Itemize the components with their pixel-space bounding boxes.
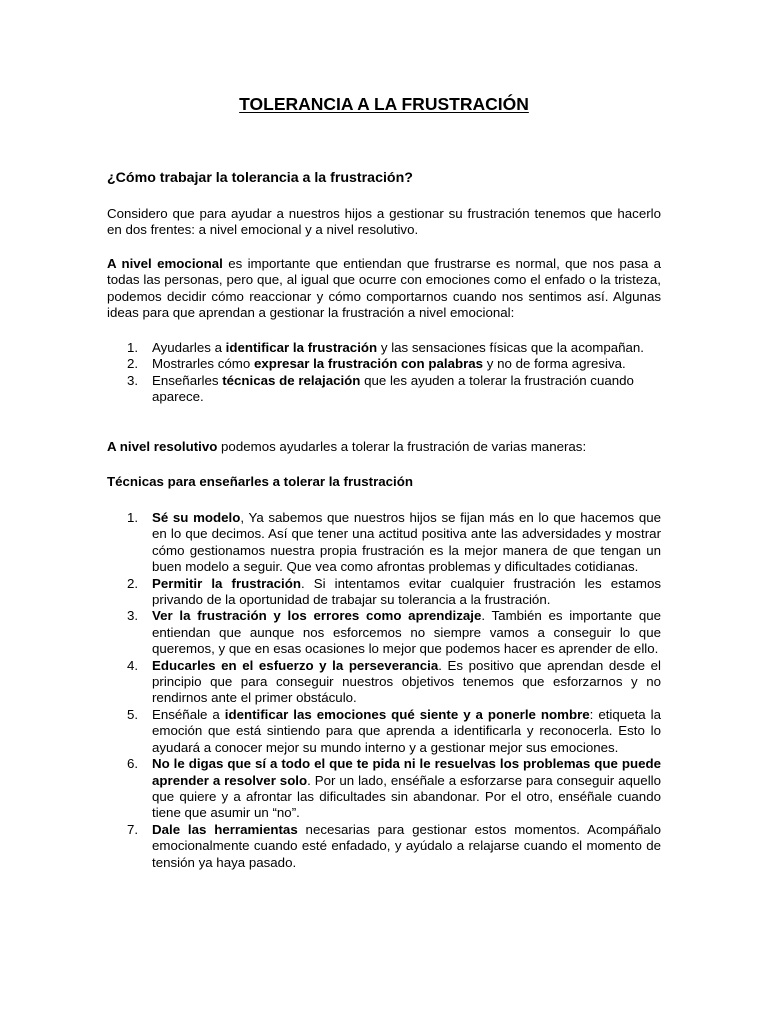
resolutive-text: podemos ayudarles a tolerar la frustración de varias maneras: <box>217 439 587 454</box>
list-number: 1. <box>127 340 139 355</box>
list-item-bold: Dale las herramientas <box>152 821 298 837</box>
list-item <box>107 658 661 707</box>
list-number: 3. <box>127 372 139 388</box>
resolutive-lead: A nivel resolutivo <box>107 439 218 454</box>
list-item-text: que les ayuden a tolerar la frustración cuando aparece. <box>152 372 634 405</box>
list-item <box>107 756 661 822</box>
question-heading: ¿Cómo trabajar la tolerancia a la frustración? <box>107 170 413 186</box>
list-item <box>107 608 661 657</box>
list-item-bold: identificar la frustración <box>225 340 378 355</box>
emotional-paragraph <box>107 256 661 322</box>
list-item-bold: técnicas de relajación <box>222 372 361 388</box>
list-item-text: . También es importante que entiendan que aunque nos esforcemos no siempre vamos a conseguir lo que queremos, y que en esas ocasiones lo mejor que podemos hacer es aprender de ello. <box>152 608 662 657</box>
list-item <box>107 373 661 406</box>
list-item-text: y no de forma agresiva. <box>483 356 626 372</box>
list-number: 2. <box>127 356 139 372</box>
list-item-text: . Si intentamos evitar cualquier frustración les estamos privando de la oportunidad de trabajar su tolerancia a la frustración. <box>152 575 661 608</box>
list-item-bold: Permitir la frustración <box>152 575 301 591</box>
list-item-text: : etiqueta la emoción que está sintiendo para que aprenda a identificarla y reconocerla. Esto lo ayudará a conocer mejor su mundo interno y a gestionar mejor sus emociones. <box>152 706 661 755</box>
list-item <box>107 576 661 609</box>
list-item-text: Ayudarles a <box>152 340 226 355</box>
list-number: 5. <box>127 706 139 722</box>
list-number: 3. <box>127 608 139 624</box>
list-item-bold: No le digas que sí a todo el que te pida ni le resuelvas los problemas que puede aprender a resolver solo <box>152 756 661 788</box>
intro-paragraph: Considero que para ayudar a nuestros hijos a gestionar su frustración tenemos que hacerlo en dos frentes: a nivel emocional y a nivel resolutivo. <box>107 206 661 238</box>
emotional-text: es importante que entiendan que frustrarse es normal, que nos pasa a todas las personas, pero que, al igual que ocurre con emociones como el enfado o la tristeza, podemos decidir cómo reaccionar y cómo comportarnos cuando nos sentimos así. Algunas ideas para que aprendan a gestionar la frustración a nivel emocional: <box>107 256 661 321</box>
list-number: 6. <box>127 756 139 772</box>
emotional-lead: A nivel emocional <box>107 256 223 271</box>
techniques-list <box>107 510 661 871</box>
list-item-text: Enseñarles <box>152 372 223 388</box>
list-item <box>107 822 661 871</box>
list-item-text: Mostrarles cómo <box>152 356 254 372</box>
list-number: 7. <box>127 821 139 837</box>
list-number: 4. <box>127 657 139 673</box>
list-item-text: y las sensaciones físicas que la acompañan. <box>377 340 644 355</box>
list-item <box>107 510 661 576</box>
list-number: 1. <box>127 510 139 525</box>
list-item-bold: Educarles en el esfuerzo y la perseverancia <box>152 657 439 673</box>
list-item <box>107 340 661 356</box>
list-item-text: . Por un lado, enséñale a esforzarse para conseguir aquello que quiere y a afrontar las dificultades sin abandonar. Por el otro, enséñale cuando tiene que asumir un “no”. <box>152 772 661 821</box>
list-item <box>107 356 661 372</box>
techniques-heading: Técnicas para enseñarles a tolerar la frustración <box>107 474 413 489</box>
emotional-list <box>107 340 661 406</box>
document-title: TOLERANCIA A LA FRUSTRACIÓN <box>239 94 529 114</box>
list-item-bold: Sé su modelo <box>152 510 241 525</box>
list-item-text: . Es positivo que aprendan desde el principio que para conseguir nuestros objetivos tenemos que esforzarnos y no rendirnos ante el primer obstáculo. <box>152 657 661 706</box>
list-item-bold: identificar las emociones qué siente y a ponerle nombre <box>224 706 590 722</box>
list-item-text: necesarias para gestionar estos momentos. Acompáñalo emocionalmente cuando esté enfadado, y ayúdalo a relajarse cuando el momento de tensión ya haya pasado. <box>152 821 661 870</box>
list-number: 2. <box>127 575 139 591</box>
list-item-text: , Ya sabemos que nuestros hijos se fijan más en lo que hacemos que en lo que decimos. Así que tener una actitud positiva ante las adversidades y mostrar cómo gestionamos nuestra propia frustración es la mejor manera de que tengan un buen modelo a seguir. Que vea como afrontas problemas y dificultades cotidianas. <box>152 510 661 575</box>
resolutive-paragraph <box>107 439 661 455</box>
list-item <box>107 707 661 756</box>
list-item-text: Enséñale a <box>152 706 225 722</box>
list-item-bold: Ver la frustración y los errores como aprendizaje <box>152 608 482 624</box>
list-item-bold: expresar la frustración con palabras <box>253 356 484 372</box>
